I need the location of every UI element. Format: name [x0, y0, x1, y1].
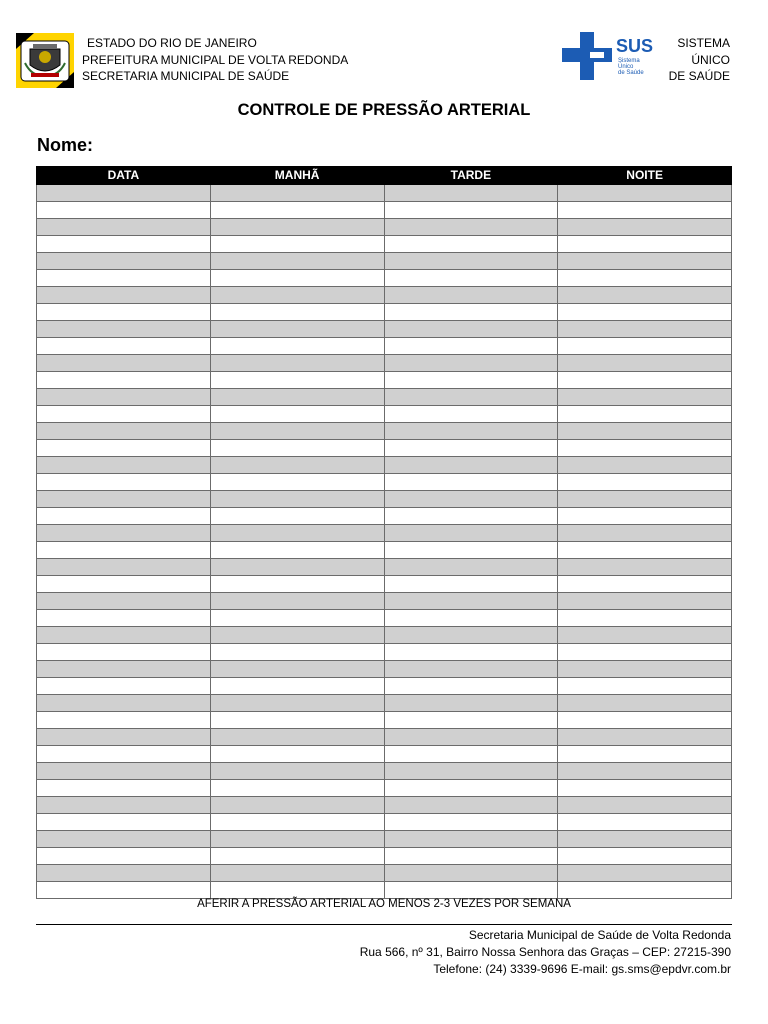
- table-cell-afternoon[interactable]: [384, 440, 558, 457]
- table-cell-afternoon[interactable]: [384, 474, 558, 491]
- table-cell-date[interactable]: [37, 219, 211, 236]
- table-cell-afternoon[interactable]: [384, 270, 558, 287]
- table-cell-morning[interactable]: [210, 270, 384, 287]
- table-cell-night[interactable]: [558, 491, 732, 508]
- table-cell-morning[interactable]: [210, 576, 384, 593]
- table-cell-date[interactable]: [37, 372, 211, 389]
- table-cell-afternoon[interactable]: [384, 525, 558, 542]
- table-cell-night[interactable]: [558, 253, 732, 270]
- table-cell-night[interactable]: [558, 321, 732, 338]
- table-cell-afternoon[interactable]: [384, 831, 558, 848]
- table-row: [37, 406, 732, 423]
- table-cell-night[interactable]: [558, 848, 732, 865]
- table-cell-night[interactable]: [558, 304, 732, 321]
- table-row: [37, 355, 732, 372]
- sus-logo-name: SUS: [616, 36, 654, 56]
- table-cell-morning[interactable]: [210, 491, 384, 508]
- table-cell-night[interactable]: [558, 746, 732, 763]
- sus-cross-logo-icon: [562, 32, 662, 80]
- table-cell-date[interactable]: [37, 525, 211, 542]
- page-footer: [360, 927, 731, 978]
- table-row: [37, 423, 732, 440]
- document-title: CONTROLE DE PRESSÃO ARTERIAL: [237, 101, 531, 119]
- table-cell-night[interactable]: [558, 270, 732, 287]
- table-cell-night[interactable]: [558, 678, 732, 695]
- footer-address: Rua 566, nº 31, Bairro Nossa Senhora das Graças – CEP: 27215-390: [359, 945, 731, 959]
- table-body: [37, 185, 732, 899]
- sus-side-line-1: SISTEMA: [677, 36, 730, 50]
- table-cell-afternoon[interactable]: [384, 865, 558, 882]
- table-cell-night[interactable]: [558, 610, 732, 627]
- table-cell-date[interactable]: [37, 627, 211, 644]
- state-name: ESTADO DO RIO DE JANEIRO: [87, 36, 257, 50]
- footer-divider: [36, 924, 732, 925]
- table-cell-afternoon[interactable]: [384, 797, 558, 814]
- table-cell-afternoon[interactable]: [384, 593, 558, 610]
- table-row: [37, 695, 732, 712]
- table-cell-date[interactable]: [37, 882, 211, 899]
- table-cell-night[interactable]: [558, 831, 732, 848]
- table-row: [37, 372, 732, 389]
- table-cell-afternoon[interactable]: [384, 508, 558, 525]
- sus-side-text: [669, 35, 730, 85]
- table-cell-night[interactable]: [558, 661, 732, 678]
- table-cell-afternoon[interactable]: [384, 406, 558, 423]
- table-cell-date[interactable]: [37, 542, 211, 559]
- table-cell-night[interactable]: [558, 814, 732, 831]
- table-cell-date[interactable]: [37, 389, 211, 406]
- name-field-label: Nome:: [37, 135, 94, 155]
- table-cell-morning[interactable]: [210, 440, 384, 457]
- table-row: [37, 525, 732, 542]
- table-row: [37, 627, 732, 644]
- table-row: [37, 865, 732, 882]
- table-row: [37, 678, 732, 695]
- table-cell-date[interactable]: [37, 355, 211, 372]
- table-cell-morning[interactable]: [210, 797, 384, 814]
- table-cell-afternoon[interactable]: [384, 763, 558, 780]
- table-cell-night[interactable]: [558, 712, 732, 729]
- table-row: [37, 236, 732, 253]
- table-cell-morning[interactable]: [210, 406, 384, 423]
- sus-logo-tagline-3: de Saúde: [618, 70, 644, 76]
- table-cell-morning[interactable]: [210, 661, 384, 678]
- table-row: [37, 712, 732, 729]
- table-cell-afternoon[interactable]: [384, 814, 558, 831]
- table-cell-night[interactable]: [558, 763, 732, 780]
- table-cell-morning[interactable]: [210, 644, 384, 661]
- table-cell-date[interactable]: [37, 678, 211, 695]
- table-cell-morning[interactable]: [210, 882, 384, 899]
- table-cell-date[interactable]: [37, 559, 211, 576]
- table-cell-night[interactable]: [558, 797, 732, 814]
- table-cell-afternoon[interactable]: [384, 746, 558, 763]
- table-row: [37, 491, 732, 508]
- table-row: [37, 542, 732, 559]
- table-cell-night[interactable]: [558, 423, 732, 440]
- table-row: [37, 848, 732, 865]
- table-cell-morning[interactable]: [210, 423, 384, 440]
- table-row: [37, 831, 732, 848]
- table-cell-afternoon[interactable]: [384, 576, 558, 593]
- table-cell-date[interactable]: [37, 865, 211, 882]
- table-cell-afternoon[interactable]: [384, 321, 558, 338]
- table-row: [37, 576, 732, 593]
- table-cell-date[interactable]: [37, 321, 211, 338]
- table-cell-date[interactable]: [37, 491, 211, 508]
- table-cell-night[interactable]: [558, 695, 732, 712]
- table-row: [37, 457, 732, 474]
- table-cell-date[interactable]: [37, 457, 211, 474]
- table-cell-morning[interactable]: [210, 321, 384, 338]
- table-cell-date[interactable]: [37, 780, 211, 797]
- table-cell-morning[interactable]: [210, 202, 384, 219]
- table-cell-afternoon[interactable]: [384, 644, 558, 661]
- table-cell-morning[interactable]: [210, 831, 384, 848]
- table-cell-night[interactable]: [558, 185, 732, 202]
- table-cell-night[interactable]: [558, 525, 732, 542]
- table-cell-night[interactable]: [558, 593, 732, 610]
- table-cell-afternoon[interactable]: [384, 389, 558, 406]
- table-cell-morning[interactable]: [210, 253, 384, 270]
- table-cell-date[interactable]: [37, 661, 211, 678]
- table-row: [37, 508, 732, 525]
- table-cell-afternoon[interactable]: [384, 695, 558, 712]
- table-row: [37, 644, 732, 661]
- table-cell-date[interactable]: [37, 848, 211, 865]
- table-row: [37, 780, 732, 797]
- table-cell-morning[interactable]: [210, 712, 384, 729]
- table-row: [37, 338, 732, 355]
- table-row: [37, 661, 732, 678]
- table-cell-morning[interactable]: [210, 457, 384, 474]
- table-cell-date[interactable]: [37, 695, 211, 712]
- table-cell-afternoon[interactable]: [384, 253, 558, 270]
- table-cell-night[interactable]: [558, 202, 732, 219]
- table-cell-night[interactable]: [558, 338, 732, 355]
- table-cell-morning[interactable]: [210, 304, 384, 321]
- table-cell-date[interactable]: [37, 763, 211, 780]
- table-row: [37, 474, 732, 491]
- municipal-coat-of-arms-icon: [16, 33, 74, 88]
- health-department-name: SECRETARIA MUNICIPAL DE SAÚDE: [82, 69, 290, 83]
- table-cell-date[interactable]: [37, 729, 211, 746]
- table-row: [37, 729, 732, 746]
- table-cell-afternoon[interactable]: [384, 185, 558, 202]
- table-cell-date[interactable]: [37, 236, 211, 253]
- column-header-date: DATA: [37, 167, 211, 185]
- table-cell-morning[interactable]: [210, 848, 384, 865]
- table-cell-date[interactable]: [37, 508, 211, 525]
- table-cell-night[interactable]: [558, 236, 732, 253]
- table-header-row: [37, 167, 732, 185]
- table-cell-morning[interactable]: [210, 627, 384, 644]
- table-cell-night[interactable]: [558, 627, 732, 644]
- table-cell-date[interactable]: [37, 423, 211, 440]
- table-cell-date[interactable]: [37, 746, 211, 763]
- table-row: [37, 185, 732, 202]
- table-cell-date[interactable]: [37, 712, 211, 729]
- blood-pressure-log-table: [36, 166, 732, 899]
- table-cell-morning[interactable]: [210, 746, 384, 763]
- table-cell-afternoon[interactable]: [384, 780, 558, 797]
- sus-logo-tagline-2: Único: [618, 64, 634, 70]
- table-cell-afternoon[interactable]: [384, 355, 558, 372]
- table-cell-date[interactable]: [37, 831, 211, 848]
- table-cell-night[interactable]: [558, 542, 732, 559]
- table-cell-afternoon[interactable]: [384, 627, 558, 644]
- government-header-text: [82, 35, 348, 85]
- table-row: [37, 797, 732, 814]
- table-row: [37, 270, 732, 287]
- table-cell-night[interactable]: [558, 780, 732, 797]
- table-cell-morning[interactable]: [210, 474, 384, 491]
- table-cell-afternoon[interactable]: [384, 882, 558, 899]
- table-cell-date[interactable]: [37, 253, 211, 270]
- table-row: [37, 287, 732, 304]
- sus-side-line-3: DE SAÚDE: [668, 69, 730, 83]
- table-cell-morning[interactable]: [210, 525, 384, 542]
- table-row: [37, 763, 732, 780]
- table-cell-date[interactable]: [37, 406, 211, 423]
- table-cell-date[interactable]: [37, 202, 211, 219]
- table-cell-date[interactable]: [37, 576, 211, 593]
- table-cell-afternoon[interactable]: [384, 423, 558, 440]
- table-cell-morning[interactable]: [210, 219, 384, 236]
- table-cell-night[interactable]: [558, 287, 732, 304]
- table-cell-afternoon[interactable]: [384, 848, 558, 865]
- table-cell-night[interactable]: [558, 644, 732, 661]
- table-row: [37, 593, 732, 610]
- table-cell-morning[interactable]: [210, 695, 384, 712]
- footer-department: Secretaria Municipal de Saúde de Volta Redonda: [468, 928, 731, 942]
- table-cell-date[interactable]: [37, 270, 211, 287]
- table-cell-afternoon[interactable]: [384, 236, 558, 253]
- page-header: [0, 0, 768, 100]
- table-cell-afternoon[interactable]: [384, 712, 558, 729]
- table-cell-date[interactable]: [37, 610, 211, 627]
- table-cell-date[interactable]: [37, 797, 211, 814]
- table-row: [37, 559, 732, 576]
- table-cell-afternoon[interactable]: [384, 457, 558, 474]
- table-cell-afternoon[interactable]: [384, 610, 558, 627]
- table-cell-morning[interactable]: [210, 508, 384, 525]
- table-cell-morning[interactable]: [210, 610, 384, 627]
- table-cell-morning[interactable]: [210, 338, 384, 355]
- table-cell-morning[interactable]: [210, 865, 384, 882]
- table-row: [37, 814, 732, 831]
- table-cell-afternoon[interactable]: [384, 559, 558, 576]
- table-cell-night[interactable]: [558, 355, 732, 372]
- table-cell-afternoon[interactable]: [384, 678, 558, 695]
- table-cell-afternoon[interactable]: [384, 491, 558, 508]
- column-header-morning: MANHÃ: [210, 167, 384, 185]
- table-cell-afternoon[interactable]: [384, 304, 558, 321]
- table-cell-night[interactable]: [558, 576, 732, 593]
- sus-logo-tagline-1: Sistema: [618, 58, 640, 64]
- table-cell-morning[interactable]: [210, 780, 384, 797]
- footer-contact: Telefone: (24) 3339-9696 E-mail: gs.sms@epdvr.com.br: [433, 962, 731, 976]
- table-cell-night[interactable]: [558, 440, 732, 457]
- table-cell-night[interactable]: [558, 389, 732, 406]
- table-cell-date[interactable]: [37, 304, 211, 321]
- sus-side-line-2: ÚNICO: [691, 52, 730, 67]
- city-hall-name: PREFEITURA MUNICIPAL DE VOLTA REDONDA: [82, 52, 349, 67]
- table-cell-morning[interactable]: [210, 678, 384, 695]
- table-cell-afternoon[interactable]: [384, 202, 558, 219]
- table-row: [37, 321, 732, 338]
- table-row: [37, 219, 732, 236]
- table-cell-night[interactable]: [558, 474, 732, 491]
- table-row: [37, 746, 732, 763]
- table-cell-afternoon[interactable]: [384, 542, 558, 559]
- table-cell-morning[interactable]: [210, 389, 384, 406]
- table-cell-afternoon[interactable]: [384, 287, 558, 304]
- table-cell-morning[interactable]: [210, 185, 384, 202]
- table-row: [37, 202, 732, 219]
- table-cell-morning[interactable]: [210, 593, 384, 610]
- table-cell-date[interactable]: [37, 287, 211, 304]
- table-row: [37, 882, 732, 899]
- table-cell-afternoon[interactable]: [384, 372, 558, 389]
- table-cell-date[interactable]: [37, 440, 211, 457]
- table-cell-night[interactable]: [558, 559, 732, 576]
- column-header-afternoon: TARDE: [384, 167, 558, 185]
- table-cell-date[interactable]: [37, 338, 211, 355]
- table-cell-morning[interactable]: [210, 355, 384, 372]
- table-cell-date[interactable]: [37, 185, 211, 202]
- table-cell-afternoon[interactable]: [384, 219, 558, 236]
- table-cell-night[interactable]: [558, 882, 732, 899]
- table-cell-afternoon[interactable]: [384, 338, 558, 355]
- table-cell-morning[interactable]: [210, 763, 384, 780]
- table-cell-date[interactable]: [37, 474, 211, 491]
- table-cell-morning[interactable]: [210, 287, 384, 304]
- table-cell-morning[interactable]: [210, 729, 384, 746]
- table-row: [37, 253, 732, 270]
- measurement-instruction: AFERIR A PRESSÃO ARTERIAL AO MENOS 2-3 VEZES POR SEMANA: [197, 898, 571, 910]
- table-row: [37, 440, 732, 457]
- table-cell-date[interactable]: [37, 814, 211, 831]
- table-cell-afternoon[interactable]: [384, 729, 558, 746]
- table-cell-date[interactable]: [37, 644, 211, 661]
- table-cell-night[interactable]: [558, 457, 732, 474]
- table-cell-morning[interactable]: [210, 814, 384, 831]
- table-cell-night[interactable]: [558, 219, 732, 236]
- table-cell-morning[interactable]: [210, 542, 384, 559]
- table-cell-night[interactable]: [558, 406, 732, 423]
- table-cell-morning[interactable]: [210, 236, 384, 253]
- table-cell-night[interactable]: [558, 372, 732, 389]
- table-cell-night[interactable]: [558, 865, 732, 882]
- table-cell-morning[interactable]: [210, 372, 384, 389]
- table-cell-night[interactable]: [558, 508, 732, 525]
- table-row: [37, 389, 732, 406]
- table-cell-afternoon[interactable]: [384, 661, 558, 678]
- table-cell-date[interactable]: [37, 593, 211, 610]
- table-cell-night[interactable]: [558, 729, 732, 746]
- table-cell-morning[interactable]: [210, 559, 384, 576]
- table-row: [37, 304, 732, 321]
- table-row: [37, 610, 732, 627]
- column-header-night: NOITE: [558, 167, 732, 185]
